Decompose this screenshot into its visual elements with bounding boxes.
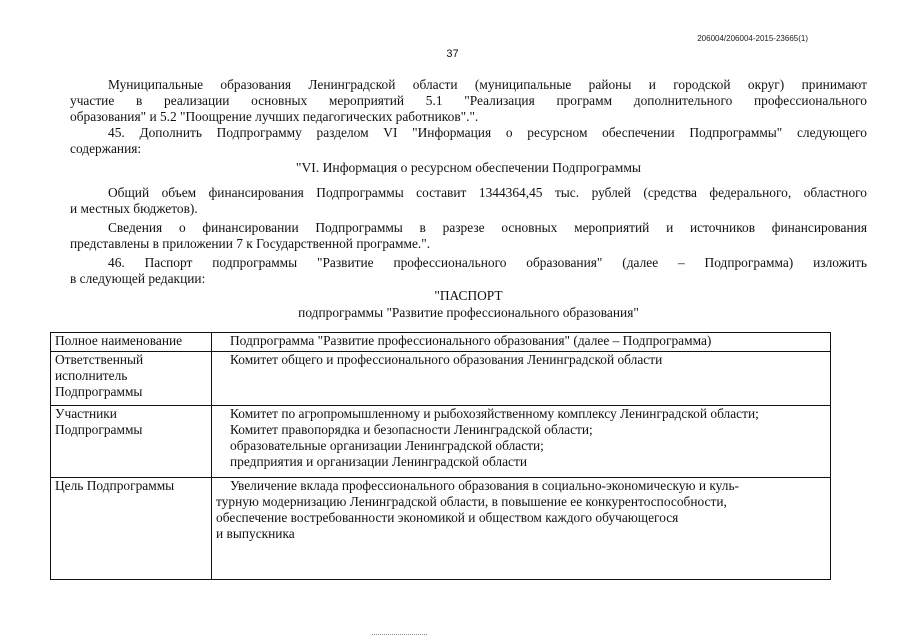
table-row [51,333,831,352]
text-line: в следующей редакции: [70,271,206,286]
text-line: представлены в приложении 7 к Государственной программе.". [70,236,431,251]
participant-line: предприятия и организации Ленинградской области [230,454,528,470]
row-value [212,478,831,580]
text-line: образования" и 5.2 "Поощрение лучших педагогических работников".". [70,109,479,124]
passport-title: "ПАСПОРТ [434,288,503,303]
text-line: 45. Дополнить Подпрограмму разделом VI "Информация о ресурсном обеспечении Подпрограммы" следующего [108,125,867,140]
text-line: Общий объем финансирования Подпрограммы составит 1344364,45 тыс. рублей (средства федерального, областного [108,185,867,200]
table-row [51,478,831,580]
paragraph-item-45 [70,125,867,157]
paragraph-financing-total [70,185,867,217]
text-line: содержания: [70,141,142,156]
section-heading: "VI. Информация о ресурсном обеспечении Подпрограммы [295,160,642,175]
participant-line: Комитет правопорядка и безопасности Ленинградской области; [230,422,593,438]
text-line: Сведения о финансировании Подпрограммы в разрезе основных мероприятий и источников финансирования [108,220,867,235]
table-row [51,351,831,405]
text-line: участие в реализации основных мероприятий 5.1 "Реализация программ дополнительного профессионального [70,93,867,108]
goal-line: Увеличение вклада профессионального образования в социально-экономическую и куль- [230,478,740,493]
paragraph-financing-details [70,220,867,252]
text-line: и местных бюджетов). [70,201,198,216]
page-number: 37 [446,48,459,60]
text-line: Муниципальные образования Ленинградской области (муниципальные районы и городской округ) принимают [108,77,867,92]
goal-line: и выпускника [216,526,295,541]
document-id: 206004/206004-2015-23665(1) [697,34,808,43]
participant-line: образовательные организации Ленинградской области; [230,438,544,454]
text-line: 46. Паспорт подпрограммы "Развитие профессионального образования" (далее – Подпрограмма) изложить [108,255,867,270]
paragraph-municipal [70,77,867,125]
row-value: Комитет общего и профессионального образования Ленинградской области [212,351,831,405]
row-label: Полное наименование [51,333,212,352]
scan-artifact [372,634,427,638]
participant-line: Комитет по агропромышленному и рыбохозяйственному комплексу Ленинградской области; [230,406,759,422]
row-label: Участники Подпрограммы [51,406,212,478]
table-row [51,406,831,478]
row-label: Цель Подпрограммы [51,478,212,580]
passport-subtitle: подпрограммы "Развитие профессионального образования" [298,305,639,320]
row-value [212,406,831,478]
row-value: Подпрограмма "Развитие профессионального образования" (далее – Подпрограмма) [212,333,831,352]
goal-line: обеспечение востребованности экономикой и обществом каждого обучающегося [216,510,679,525]
paragraph-item-46 [70,255,867,287]
passport-table [50,332,831,580]
row-label: Ответственный исполнитель Подпрограммы [51,351,212,405]
goal-line: турную модернизацию Ленинградской области, в повышение ее конкурентоспособности, [216,494,727,509]
